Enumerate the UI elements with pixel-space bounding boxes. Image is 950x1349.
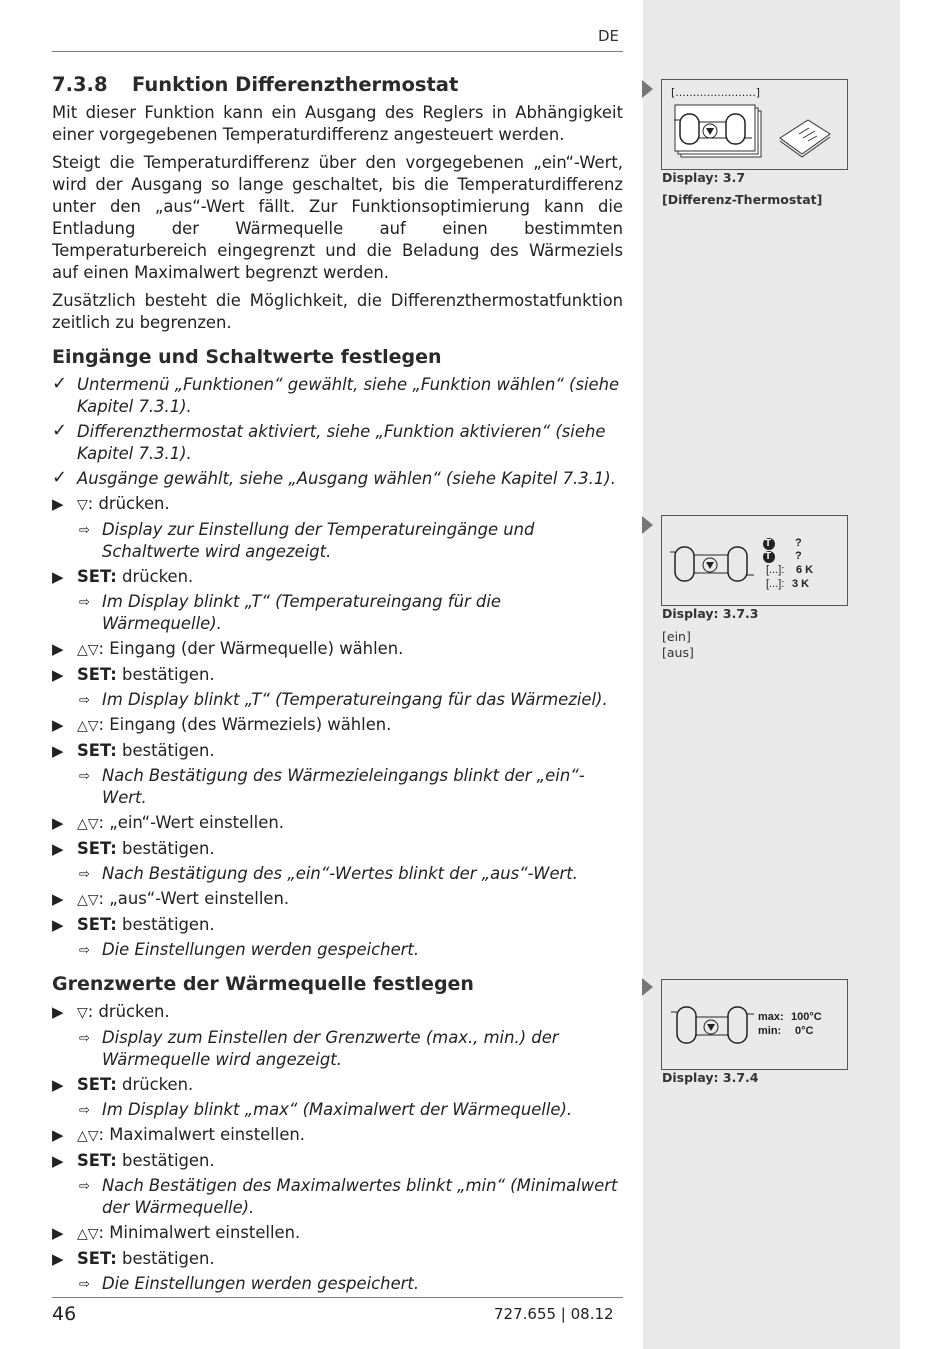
action-item (52, 714, 623, 737)
result-text: Nach Bestätigung des „ein“-Wertes blinkt der „aus“-Wert. (102, 864, 578, 883)
action-item (52, 1124, 623, 1147)
action-bullet-icon: ▶ (52, 1224, 64, 1242)
action-bullet-icon: ▶ (52, 1076, 64, 1094)
result-text: Display zur Einstellung der Temperatureingänge und Schaltwerte wird angezeigt. (102, 520, 535, 561)
action-text: bestätigen. (116, 665, 215, 684)
action-bullet-icon: ▶ (52, 1003, 64, 1021)
prerequisite-text: Differenzthermostat aktiviert, siehe „Funktion aktivieren“ (siehe Kapitel 7.3.1). (77, 422, 606, 463)
result-item (52, 765, 623, 809)
intro-paragraph-3: Zusätzlich besteht die Möglichkeit, die Differenzthermostatfunktion zeitlich zu begrenzen. (52, 291, 623, 332)
action-item (52, 1222, 623, 1245)
set-key-label: SET: (77, 665, 117, 684)
result-arrow-icon: ⇨ (79, 595, 90, 610)
result-text: Die Einstellungen werden gespeichert. (102, 1274, 420, 1293)
result-text: Im Display blinkt „T“ (Temperatureingang für die Wärmequelle). (102, 592, 501, 633)
result-text: Nach Bestätigen des Maximalwertes blinkt „min“ (Minimalwert der Wärmequelle). (102, 1176, 618, 1217)
action-bullet-icon: ▶ (52, 1250, 64, 1268)
result-item (52, 1099, 623, 1121)
sensor-t-icon: T (765, 538, 772, 549)
action-bullet-icon: ▶ (52, 716, 64, 734)
action-text: drücken. (116, 567, 194, 586)
arrow-key-icon: △▽ (77, 1128, 99, 1144)
action-item (52, 1248, 623, 1270)
intro-paragraph-1: Mit dieser Funktion kann ein Ausgang des Reglers in Abhängigkeit einer vorgegebenen Temperaturdifferenz angesteuert werden. (52, 103, 623, 144)
action-item (52, 1074, 623, 1096)
result-text: Im Display blinkt „T“ (Temperatureingang für das Wärmeziel). (102, 690, 608, 709)
action-text: bestätigen. (116, 741, 215, 760)
action-text: : Minimalwert einstellen. (98, 1223, 301, 1242)
prerequisite-text: Ausgänge gewählt, siehe „Ausgang wählen“ (siehe Kapitel 7.3.1). (77, 469, 616, 488)
result-item (52, 591, 623, 635)
action-text: : drücken. (87, 1002, 170, 1021)
limits-steps (52, 1001, 623, 1295)
action-text: : Eingang (des Wärmeziels) wählen. (98, 715, 392, 734)
action-item (52, 838, 623, 860)
inputs-steps (52, 374, 623, 961)
action-bullet-icon: ▶ (52, 916, 64, 934)
action-item (52, 914, 623, 936)
result-item (52, 1027, 623, 1071)
action-text: : Eingang (der Wärmequelle) wählen. (98, 639, 404, 658)
min-label: min: (758, 1025, 782, 1037)
arrow-key-icon: △▽ (77, 892, 99, 908)
display-row: 6 K (796, 564, 814, 576)
display-caption-3-7-4: Display: 3.7.4 (662, 1070, 759, 1085)
arrow-key-icon: ▽ (77, 1005, 88, 1021)
action-text: bestätigen. (116, 1151, 215, 1170)
result-text: Im Display blinkt „max“ (Maximalwert der Wärmequelle). (102, 1100, 573, 1119)
result-arrow-icon: ⇨ (79, 769, 90, 784)
action-bullet-icon: ▶ (52, 1152, 64, 1170)
result-text: Display zum Einstellen der Grenzwerte (max., min.) der Wärmequelle wird angezeigt. (102, 1028, 559, 1069)
display-arrow-icon (642, 978, 653, 996)
arrow-key-icon: △▽ (77, 718, 99, 734)
action-item (52, 664, 623, 686)
action-text: : drücken. (87, 494, 170, 513)
checkmark-icon: ✓ (52, 467, 68, 488)
result-item (52, 939, 623, 961)
result-item (52, 519, 623, 563)
storage-tank-icon (662, 980, 847, 1069)
limits-heading: Grenzwerte der Wärmequelle festlegen (52, 973, 474, 995)
min-value: 0°C (795, 1025, 814, 1037)
display-sub-aus: [aus] (662, 645, 694, 660)
main-content (52, 72, 623, 1298)
display-row: [...]: (766, 564, 785, 576)
footer-rule (52, 1297, 623, 1298)
prerequisite-text: Untermenü „Funktionen“ gewählt, siehe „Funktion wählen“ (siehe Kapitel 7.3.1). (77, 375, 620, 416)
set-key-label: SET: (77, 741, 117, 760)
action-item (52, 638, 623, 661)
arrow-key-icon: △▽ (77, 642, 99, 658)
display-caption-3-7-3: Display: 3.7.3 (662, 606, 759, 621)
result-arrow-icon: ⇨ (79, 1031, 90, 1046)
checkmark-icon: ✓ (52, 420, 68, 441)
set-key-label: SET: (77, 1075, 117, 1094)
result-item (52, 1175, 623, 1219)
storage-tank-icon (662, 516, 847, 605)
action-bullet-icon: ▶ (52, 495, 64, 513)
display-row: [...]: (766, 578, 785, 590)
max-label: max: (758, 1011, 784, 1023)
display-3-7-4 (661, 979, 848, 1070)
arrow-key-icon: ▽ (77, 497, 88, 513)
action-bullet-icon: ▶ (52, 1126, 64, 1144)
prerequisite-item (52, 421, 623, 465)
action-bullet-icon: ▶ (52, 666, 64, 684)
set-key-label: SET: (77, 567, 117, 586)
action-item (52, 1150, 623, 1172)
display-row: ? (795, 537, 802, 549)
display-sub-ein: [ein] (662, 629, 691, 644)
action-item (52, 740, 623, 762)
display-sub-3-7: [Differenz-Thermostat] (662, 192, 823, 207)
action-bullet-icon: ▶ (52, 568, 64, 586)
action-text: drücken. (116, 1075, 194, 1094)
prerequisite-item (52, 374, 623, 418)
arrow-key-icon: △▽ (77, 816, 99, 832)
action-item (52, 812, 623, 835)
action-bullet-icon: ▶ (52, 814, 64, 832)
display-arrow-icon (642, 516, 653, 534)
checkmark-icon: ✓ (52, 373, 68, 394)
result-arrow-icon: ⇨ (79, 1179, 90, 1194)
action-text: : „ein“-Wert einstellen. (98, 813, 284, 832)
display-arrow-icon (642, 80, 653, 98)
language-label: DE (598, 27, 620, 45)
inputs-heading: Eingänge und Schaltwerte festlegen (52, 346, 442, 368)
action-bullet-icon: ▶ (52, 742, 64, 760)
set-key-label: SET: (77, 839, 117, 858)
max-value: 100°C (791, 1011, 822, 1023)
result-text: Die Einstellungen werden gespeichert. (102, 940, 420, 959)
display-header: [.......................] (671, 86, 761, 99)
set-key-label: SET: (77, 915, 117, 934)
result-arrow-icon: ⇨ (79, 523, 90, 538)
action-text: bestätigen. (116, 839, 215, 858)
action-text: bestätigen. (116, 1249, 215, 1268)
result-item (52, 863, 623, 885)
document-number: 727.655 | 08.12 (494, 1305, 614, 1323)
intro-paragraph-2: Steigt die Temperaturdifferenz über den vorgegebenen „ein“-Wert, wird der Ausgang so lange geschaltet, bis die Temperaturdifferenz unter den „aus“-Wert fällt. Zur Funktionsoptimierung kann die Entladung der Wärmequelle auf einen bestimmten Temperaturbereich eingegrenzt und die Beladung des Wärmeziels auf einen Maximalwert begrenzt werden. (52, 153, 623, 282)
action-item (52, 1001, 623, 1024)
result-text: Nach Bestätigung des Wärmezieleingangs blinkt der „ein“-Wert. (102, 766, 585, 807)
set-key-label: SET: (77, 1151, 117, 1170)
sensor-t-icon: T (765, 551, 772, 562)
result-item (52, 689, 623, 711)
display-3-7-3 (661, 515, 848, 606)
display-row: 3 K (792, 578, 810, 590)
section-title: 7.3.8 Funktion Differenzthermostat (52, 73, 459, 96)
action-bullet-icon: ▶ (52, 840, 64, 858)
result-arrow-icon: ⇨ (79, 867, 90, 882)
set-key-label: SET: (77, 1249, 117, 1268)
page-number: 46 (52, 1303, 77, 1325)
action-bullet-icon: ▶ (52, 640, 64, 658)
result-arrow-icon: ⇨ (79, 1103, 90, 1118)
result-arrow-icon: ⇨ (79, 693, 90, 708)
result-arrow-icon: ⇨ (79, 1277, 90, 1292)
action-text: bestätigen. (116, 915, 215, 934)
arrow-key-icon: △▽ (77, 1226, 99, 1242)
action-item (52, 888, 623, 911)
action-text: : „aus“-Wert einstellen. (98, 889, 290, 908)
action-item (52, 566, 623, 588)
prerequisite-item (52, 468, 623, 490)
header-rule (52, 51, 623, 52)
display-caption-3-7: Display: 3.7 (662, 170, 746, 185)
result-arrow-icon: ⇨ (79, 943, 90, 958)
display-row: ? (795, 550, 802, 562)
action-item (52, 493, 623, 516)
book-icon (775, 112, 835, 162)
action-text: : Maximalwert einstellen. (98, 1125, 306, 1144)
display-3-7 (661, 79, 848, 170)
action-bullet-icon: ▶ (52, 890, 64, 908)
result-item (52, 1273, 623, 1295)
